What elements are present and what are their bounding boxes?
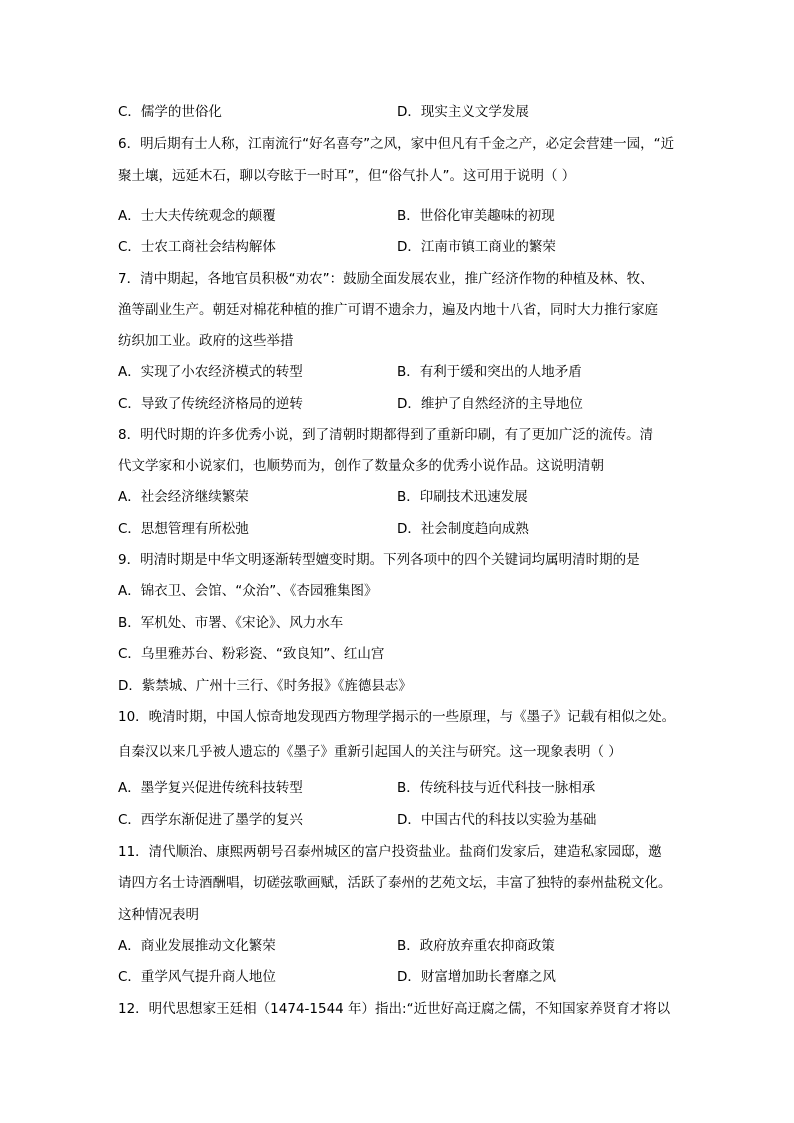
q10-option-c: C．西学东渐促进了墨学的复兴 xyxy=(118,812,303,828)
q7-stem-line-3: 纺织加工业。政府的这些举措 xyxy=(118,333,294,349)
q6-option-b: B．世俗化审美趣味的初现 xyxy=(397,208,555,224)
q9-option-a: A．锦衣卫、会馆、“众治”、《杏园雅集图》 xyxy=(118,583,378,599)
q10-option-a: A．墨学复兴促进传统科技转型 xyxy=(118,780,303,796)
q5-option-d: D．现实主义文学发展 xyxy=(397,104,529,120)
q10-stem-line-2: 自秦汉以来几乎被人遗忘的《墨子》重新引起国人的关注与研究。这一现象表明（ ） xyxy=(118,744,622,760)
q11-option-d: D．财富增加助长奢靡之风 xyxy=(397,969,556,985)
q9-option-d: D．紫禁城、广州十三行、《时务报》《旌德县志》 xyxy=(118,678,412,694)
q9-option-b: B．军机处、市署、《宋论》、风力水车 xyxy=(118,615,344,631)
q6-option-d: D．江南市镇工商业的繁荣 xyxy=(397,239,556,255)
q8-option-a: A．社会经济继续繁荣 xyxy=(118,489,249,505)
q7-option-a: A．实现了小农经济模式的转型 xyxy=(118,364,303,380)
q10-stem-line-1: 10．晚清时期，中国人惊奇地发现西方物理学揭示的一些原理，与《墨子》记载有相似之处。 xyxy=(118,709,676,725)
q6-stem-line-2: 聚土壤，远延木石，聊以夸眩于一时耳”，但“俗气扑人”。这可用于说明（ ） xyxy=(118,168,576,184)
q7-option-d: D．维护了自然经济的主导地位 xyxy=(397,396,583,412)
q11-option-c: C．重学风气提升商人地位 xyxy=(118,969,276,985)
q6-option-a: A．士大夫传统观念的颠覆 xyxy=(118,208,276,224)
q8-stem-line-1: 8．明代时期的许多优秀小说，到了清朝时期都得到了重新印刷，有了更加广泛的流传。清 xyxy=(118,427,654,443)
q9-stem-line-1: 9．明清时期是中华文明逐渐转型嬗变时期。下列各项中的四个关键词均属明清时期的是 xyxy=(118,552,640,568)
q10-option-b: B．传统科技与近代科技一脉相承 xyxy=(397,780,596,796)
q11-stem-line-3: 这种情况表明 xyxy=(118,907,199,923)
q12-stem-line-1: 12．明代思想家王廷相（1474-1544 年）指出:“近世好高迂腐之儒，不知国家养贤育才将以 xyxy=(118,1001,671,1017)
q7-stem-line-1: 7．清中期起，各地官员积极“劝农”：鼓励全面发展农业，推广经济作物的种植及林、牧、 xyxy=(118,271,654,287)
q11-stem-line-2: 请四方名士诗酒酬唱，切磋弦歌画赋，活跃了泰州的艺苑文坛，丰富了独特的泰州盐税文化。 xyxy=(118,875,672,891)
q6-stem-line-1: 6．明后期有士人称，江南流行“好名喜夸”之风，家中但凡有千金之产，必定会营建一园，“近 xyxy=(118,136,675,152)
q10-option-d: D．中国古代的科技以实验为基础 xyxy=(397,812,597,828)
q11-option-b: B．政府放弃重农抑商政策 xyxy=(397,938,555,954)
q7-option-b: B．有利于缓和突出的人地矛盾 xyxy=(397,364,582,380)
q8-option-d: D．社会制度趋向成熟 xyxy=(397,521,529,537)
q7-option-c: C．导致了传统经济格局的逆转 xyxy=(118,396,303,412)
q11-stem-line-1: 11．清代顺治、康熙两朝号召泰州城区的富户投资盐业。盐商们发家后，建造私家园邸，邀 xyxy=(118,844,662,860)
q8-option-b: B．印刷技术迅速发展 xyxy=(397,489,528,505)
q8-option-c: C．思想管理有所松弛 xyxy=(118,521,249,537)
q9-option-c: C．乌里雅苏台、粉彩瓷、“致良知”、红山宫 xyxy=(118,646,385,662)
q11-option-a: A．商业发展推动文化繁荣 xyxy=(118,938,276,954)
q8-stem-line-2: 代文学家和小说家们，也顺势而为，创作了数量众多的优秀小说作品。这说明清朝 xyxy=(118,458,604,474)
q7-stem-line-2: 渔等副业生产。朝廷对棉花种植的推广可谓不遗余力，遍及内地十八省，同时大力推行家庭 xyxy=(118,302,658,318)
q6-option-c: C．士农工商社会结构解体 xyxy=(118,239,276,255)
q5-option-c: C．儒学的世俗化 xyxy=(118,104,222,120)
